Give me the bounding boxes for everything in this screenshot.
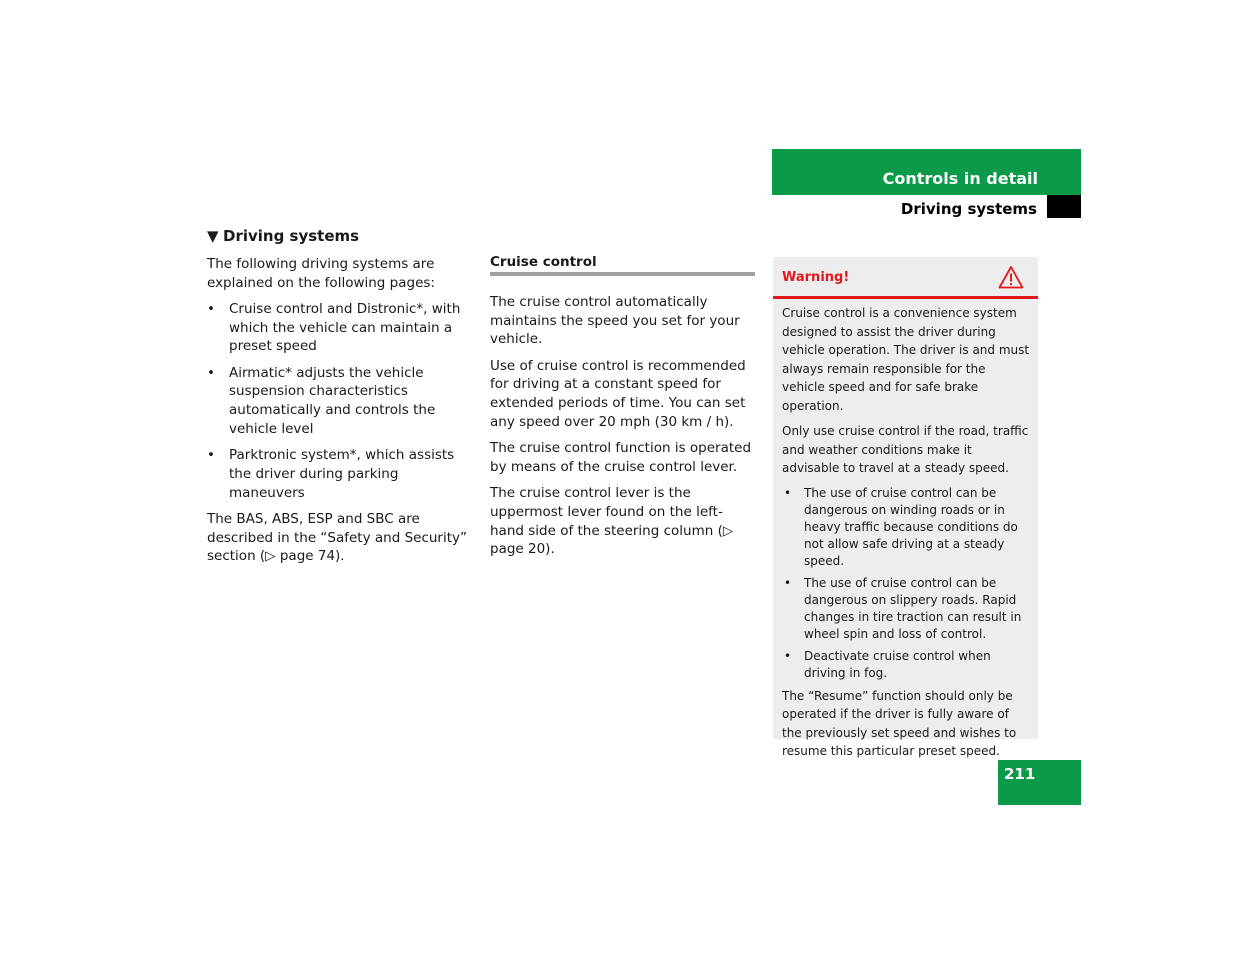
warning-box xyxy=(773,257,1038,758)
section-marker xyxy=(1047,195,1081,218)
bullet-icon: • xyxy=(784,648,792,663)
warning-list xyxy=(782,485,1030,682)
section-header: Driving systems xyxy=(900,200,1037,218)
list-item: • Airmatic* adjusts the vehicle suspension characteristics automatically and controls the vehicle level xyxy=(207,364,436,437)
list-item: • Parktronic system*, which assists the driver during parking maneuvers xyxy=(207,447,455,501)
chapter-header xyxy=(772,149,1081,195)
warning-triangle-icon xyxy=(998,265,1024,289)
intro-text: The following driving systems are explained on the following pages: xyxy=(207,256,435,291)
warning-paragraph: Cruise control is a convenience system designed to assist the driver during vehicle operation. The driver is and must always remain responsible for the vehicle speed and for safe brake operation. xyxy=(782,306,1030,413)
left-column xyxy=(207,226,471,574)
bullet-icon: • xyxy=(207,447,215,464)
triangle-down-icon: ▼ xyxy=(207,227,219,245)
warning-body xyxy=(773,299,1038,761)
section-title xyxy=(207,226,471,246)
chapter-title: Controls in detail xyxy=(882,169,1038,188)
paragraph: Use of cruise control is recommended for driving at a constant speed for extended periods of time. You can set any speed over 20 mph (30 km / h). xyxy=(490,357,746,430)
paragraph: The cruise control lever is the uppermost lever found on the left-hand side of the steering column (▷ page 20). xyxy=(490,485,734,558)
section-title-text: Driving systems xyxy=(223,227,360,245)
cruise-control-title: Cruise control xyxy=(490,253,755,276)
warning-label: Warning! xyxy=(782,270,850,285)
bullet-icon: • xyxy=(784,485,792,500)
middle-column xyxy=(490,253,755,567)
list-item: • Cruise control and Distronic*, with which the vehicle can maintain a preset speed xyxy=(207,301,461,355)
warning-list-item: • The use of cruise control can be dangerous on slippery roads. Rapid changes in tire traction can result in wheel spin and loss of control. xyxy=(784,575,1022,641)
warning-paragraph: Only use cruise control if the road, traffic and weather conditions make it advisable to travel at a steady speed. xyxy=(782,424,1029,475)
paragraph: The cruise control automatically maintains the speed you set for your vehicle. xyxy=(490,294,740,348)
warning-list-item: • Deactivate cruise control when driving in fog. xyxy=(784,648,991,680)
warning-closing: The “Resume” function should only be operated if the driver is fully aware of the previously set speed and wishes to resume this particular preset speed. xyxy=(782,688,1017,758)
outro-text: The BAS, ABS, ESP and SBC are described in the “Safety and Security” section (▷ page 74). xyxy=(207,510,468,565)
driving-systems-list xyxy=(207,300,471,502)
bullet-icon: • xyxy=(784,575,792,590)
bullet-icon: • xyxy=(207,301,215,317)
warning-header xyxy=(773,257,1038,299)
paragraph: The cruise control function is operated by means of the cruise control lever. xyxy=(490,440,752,475)
bullet-icon: • xyxy=(207,364,215,381)
warning-list-item: • The use of cruise control can be dangerous on winding roads or in heavy traffic because conditions do not allow safe driving at a steady speed. xyxy=(784,485,1018,568)
page-number: 211 xyxy=(998,760,1081,805)
